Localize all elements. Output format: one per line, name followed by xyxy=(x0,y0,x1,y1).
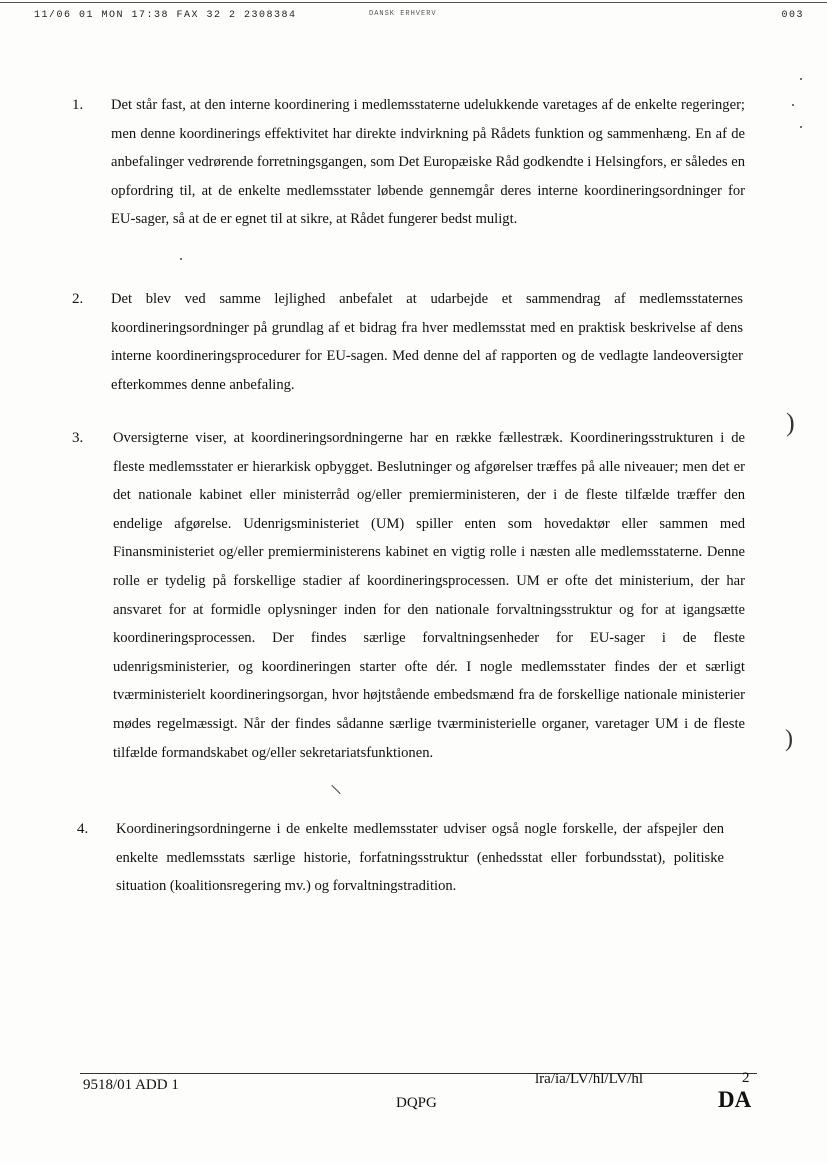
language-code: DA xyxy=(718,1087,752,1112)
scan-pen-stroke xyxy=(331,785,340,794)
department-code: DQPG xyxy=(396,1095,437,1111)
paragraph-number: 2. xyxy=(72,291,84,307)
scan-speck xyxy=(792,104,794,106)
scan-speck xyxy=(800,126,802,128)
fax-header-sender: DANSK ERHVERV xyxy=(369,10,437,18)
fax-header xyxy=(34,10,804,24)
paragraph-text: Oversigterne viser, at koordineringsordningerne har en række fællestræk. Koordineringsstrukturen i de fleste medlemsstater er hierarkisk opbygget. Beslutninger og afgørelser træffes på alle niveauer; men det er det nationale kabinet eller ministerråd og/eller premierministeren, der i de fleste tilfælde træffer den endelige afgørelse. Udenrigsministeriet (UM) spiller enten som hovedaktør eller sammen med Finansministeriet og/eller premierministerens kabinet en vigtig rolle i næsten alle medlemsstaterne. Denne rolle er tydelig på forskellige stadier af koordineringsprocessen. UM er ofte det ministerium, der har ansvaret for at formidle oplysninger inden for den nationale forvaltningsstruktur og for at igangsætte koordineringsprocessen. Der findes særlige forvaltningsenheder for EU-sager i de fleste udenrigsministerier, og koordineringen starter ofte dér. I nogle medlemsstater findes der et særligt tværministerielt koordineringsorgan, hvor højtstående embedsmænd fra de forskellige nationale ministerier mødes regelmæssigt. Når der findes sådanne særlige tværministerielle organer, varetager UM i de fleste tilfælde formandskabet og/eller sekretariatsfunktionen. xyxy=(113,430,745,761)
paragraph-text: Det står fast, at den interne koordinering i medlemsstaterne udelukkende varetages af de enkelte regeringer; men denne koordinerings effektivitet har direkte indvirkning på Rådets funktion og sammenhæng. En af de anbefalinger vedrørende forretningsgangen, som Det Europæiske Råd godkendte i Helsingfors, er således en opfordring til, at de enkelte medlemsstater løbende gennemgår deres interne koordineringsordninger for EU-sager, så at de er egnet til at sikre, at Rådet fungerer bedst muligt. xyxy=(111,97,745,228)
fax-header-transmission-info: 11/06 01 MON 17:38 FAX 32 2 2308384 xyxy=(34,10,297,21)
paragraph-number: 1. xyxy=(72,97,84,113)
margin-pen-mark: ) xyxy=(785,726,793,752)
scan-speck xyxy=(180,258,182,260)
paragraph-number: 4. xyxy=(77,821,89,837)
paragraph-text: Det blev ved samme lejlighed anbefalet at udarbejde et sammendrag af medlemsstaternes koordineringsordninger på grundlag af et bidrag fra hver medlemsstat med en praktisk beskrivelse af dens interne koordineringsprocedurer for EU-sagen. Med denne del af rapporten og de vedlagte landeoversigter efterkommes denne anbefaling. xyxy=(111,291,743,393)
paragraph-text: Koordineringsordningerne i de enkelte medlemsstater udviser også nogle forskelle, der afspejler den enkelte medlemsstats særlige historie, forfatningsstruktur (enhedsstat eller forbundsstat), politiske situation (koalitionsregering mv.) og forvaltningstradition. xyxy=(116,821,724,895)
scan-speck xyxy=(800,78,802,80)
page-number: 2 xyxy=(742,1070,750,1086)
fax-header-page-counter: 003 xyxy=(781,10,804,21)
paragraph-number: 3. xyxy=(72,430,84,446)
fax-top-rule xyxy=(0,2,827,3)
margin-pen-mark: ) xyxy=(786,408,795,437)
author-initials: lra/ia/LV/hl/LV/hl xyxy=(535,1071,644,1087)
document-reference: 9518/01 ADD 1 xyxy=(83,1077,179,1093)
footer-rule xyxy=(80,1073,757,1074)
